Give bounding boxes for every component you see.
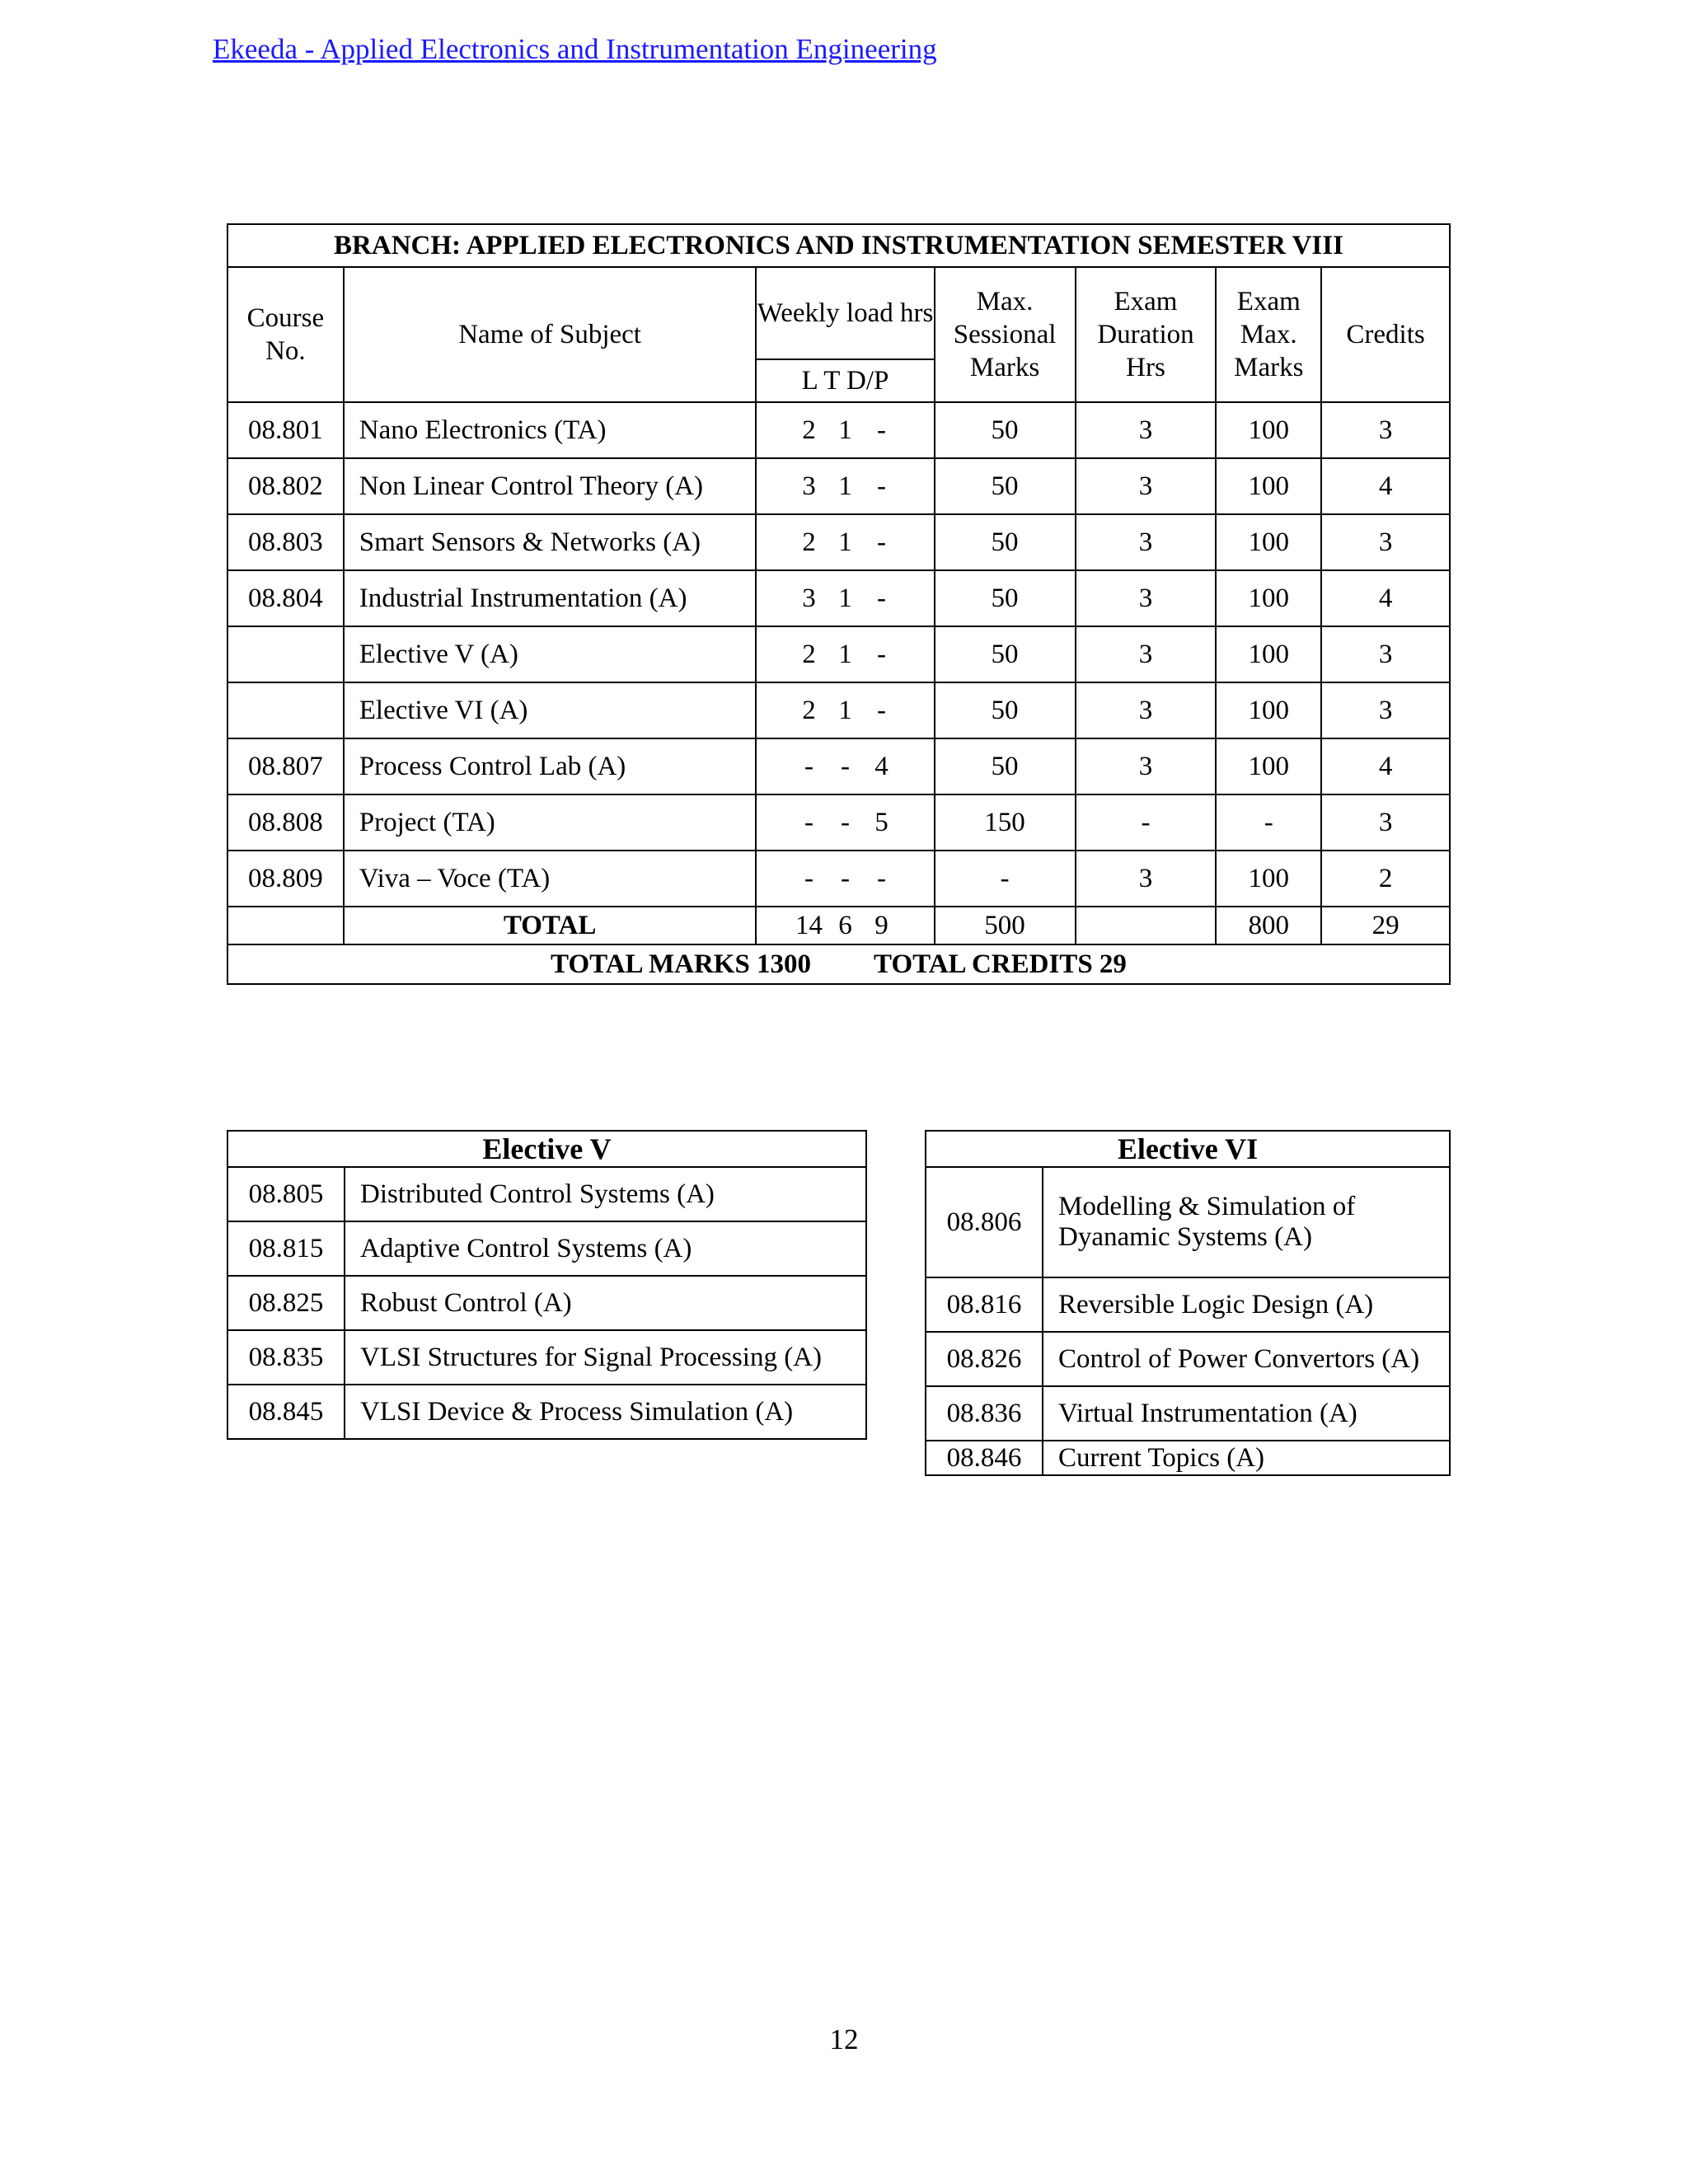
weekly-load: - - 4 — [756, 738, 934, 794]
credits: 4 — [1321, 738, 1450, 794]
elective-name: Distributed Control Systems (A) — [345, 1167, 866, 1221]
credits: 3 — [1321, 514, 1450, 570]
list-item — [926, 1167, 1450, 1277]
exam-duration: 3 — [1076, 514, 1217, 570]
list-item — [227, 1276, 866, 1330]
exam-duration: 3 — [1076, 402, 1217, 458]
exam-duration: 3 — [1076, 738, 1217, 794]
table-row — [227, 458, 1450, 514]
total-row — [227, 907, 1450, 944]
table-row — [227, 738, 1450, 794]
exam-max-marks: 100 — [1216, 570, 1321, 626]
table-row — [227, 570, 1450, 626]
sessional-marks: - — [935, 851, 1076, 907]
header-duration: Exam Duration Hrs — [1076, 267, 1217, 402]
page-number: 12 — [829, 2023, 859, 2055]
table-row — [227, 402, 1450, 458]
exam-max-marks: 100 — [1216, 402, 1321, 458]
sessional-marks: 50 — [935, 514, 1076, 570]
sessional-marks: 150 — [935, 794, 1076, 851]
exam-max-marks: 100 — [1216, 514, 1321, 570]
table-row — [227, 514, 1450, 570]
header-sessional: Max. Sessional Marks — [935, 267, 1076, 402]
weekly-load: 2 1 - — [756, 682, 934, 738]
subject-name: Project (TA) — [344, 794, 757, 851]
subject-name: Process Control Lab (A) — [344, 738, 757, 794]
list-item — [227, 1385, 866, 1439]
elective-name: Reversible Logic Design (A) — [1043, 1277, 1450, 1332]
total-ltp: 14 6 9 — [756, 907, 934, 944]
exam-duration: 3 — [1076, 458, 1217, 514]
elective-code: 08.845 — [227, 1385, 345, 1439]
header-weekly: Weekly load hrs — [756, 267, 934, 359]
table-row — [227, 851, 1450, 907]
total-sessional: 500 — [935, 907, 1076, 944]
subject-name: Nano Electronics (TA) — [344, 402, 757, 458]
sessional-marks: 50 — [935, 626, 1076, 682]
weekly-load: - - - — [756, 851, 934, 907]
list-item — [227, 1330, 866, 1385]
course-no: 08.807 — [227, 738, 344, 794]
course-no: 08.803 — [227, 514, 344, 570]
elective-name: Current Topics (A) — [1043, 1441, 1450, 1475]
elective-name: Virtual Instrumentation (A) — [1043, 1386, 1450, 1441]
summary-row — [227, 944, 1450, 984]
elective-code: 08.846 — [926, 1441, 1043, 1475]
list-item — [227, 1167, 866, 1221]
course-no: 08.804 — [227, 570, 344, 626]
sessional-marks: 50 — [935, 682, 1076, 738]
exam-duration: 3 — [1076, 570, 1217, 626]
total-marks: TOTAL MARKS 1300 — [551, 949, 812, 979]
weekly-load: 2 1 - — [756, 514, 934, 570]
credits: 4 — [1321, 458, 1450, 514]
exam-max-marks: 100 — [1216, 738, 1321, 794]
table-row — [227, 794, 1450, 851]
semester-table — [227, 223, 1451, 985]
elective-code: 08.805 — [227, 1167, 345, 1221]
exam-duration: 3 — [1076, 682, 1217, 738]
elective-code: 08.826 — [926, 1332, 1043, 1386]
exam-duration: 3 — [1076, 626, 1217, 682]
course-no: 08.801 — [227, 402, 344, 458]
credits: 4 — [1321, 570, 1450, 626]
elective-name: Adaptive Control Systems (A) — [345, 1221, 866, 1276]
elective-v-table — [227, 1130, 867, 1440]
header-exam-max: Exam Max. Marks — [1216, 267, 1321, 402]
total-duration — [1076, 907, 1217, 944]
header-course-no: Course No. — [227, 267, 344, 402]
course-no — [227, 626, 344, 682]
credits: 2 — [1321, 851, 1450, 907]
sessional-marks: 50 — [935, 570, 1076, 626]
exam-duration: - — [1076, 794, 1217, 851]
exam-max-marks: 100 — [1216, 682, 1321, 738]
exam-duration: 3 — [1076, 851, 1217, 907]
weekly-load: 3 1 - — [756, 570, 934, 626]
sessional-marks: 50 — [935, 402, 1076, 458]
total-credits-summary: TOTAL CREDITS 29 — [874, 949, 1127, 979]
elective-vi-table — [925, 1130, 1451, 1476]
credits: 3 — [1321, 682, 1450, 738]
subject-name: Elective VI (A) — [344, 682, 757, 738]
weekly-load: - - 5 — [756, 794, 934, 851]
total-credits: 29 — [1321, 907, 1450, 944]
elective-name: Robust Control (A) — [345, 1276, 866, 1330]
credits: 3 — [1321, 402, 1450, 458]
exam-max-marks: - — [1216, 794, 1321, 851]
elective-name: VLSI Structures for Signal Processing (A) — [345, 1330, 866, 1385]
table-title: BRANCH: APPLIED ELECTRONICS AND INSTRUMENTATION SEMESTER VIII — [227, 224, 1450, 267]
total-exam-max: 800 — [1216, 907, 1321, 944]
table-row — [227, 626, 1450, 682]
elective-vi-title: Elective VI — [926, 1131, 1450, 1167]
elective-code: 08.825 — [227, 1276, 345, 1330]
list-item — [926, 1386, 1450, 1441]
elective-code: 08.815 — [227, 1221, 345, 1276]
list-item — [926, 1277, 1450, 1332]
elective-name: Control of Power Convertors (A) — [1043, 1332, 1450, 1386]
elective-code: 08.835 — [227, 1330, 345, 1385]
subject-name: Viva – Voce (TA) — [344, 851, 757, 907]
header-link[interactable]: Ekeeda - Applied Electronics and Instrumentation Engineering — [213, 33, 937, 65]
subject-name: Industrial Instrumentation (A) — [344, 570, 757, 626]
course-no: 08.802 — [227, 458, 344, 514]
course-no: 08.808 — [227, 794, 344, 851]
elective-code: 08.836 — [926, 1386, 1043, 1441]
elective-code: 08.816 — [926, 1277, 1043, 1332]
table-row — [227, 682, 1450, 738]
weekly-load: 3 1 - — [756, 458, 934, 514]
credits: 3 — [1321, 794, 1450, 851]
list-item — [926, 1441, 1450, 1475]
weekly-load: 2 1 - — [756, 402, 934, 458]
subject-name: Smart Sensors & Networks (A) — [344, 514, 757, 570]
sessional-marks: 50 — [935, 738, 1076, 794]
exam-max-marks: 100 — [1216, 626, 1321, 682]
list-item — [227, 1221, 866, 1276]
course-no: 08.809 — [227, 851, 344, 907]
list-item — [926, 1332, 1450, 1386]
exam-max-marks: 100 — [1216, 458, 1321, 514]
total-label: TOTAL — [344, 907, 757, 944]
course-no — [227, 682, 344, 738]
header-credits: Credits — [1321, 267, 1450, 402]
header-ltp: L T D/P — [756, 359, 934, 402]
credits: 3 — [1321, 626, 1450, 682]
elective-code: 08.806 — [926, 1167, 1043, 1277]
subject-name: Non Linear Control Theory (A) — [344, 458, 757, 514]
subject-name: Elective V (A) — [344, 626, 757, 682]
elective-name: VLSI Device & Process Simulation (A) — [345, 1385, 866, 1439]
weekly-load: 2 1 - — [756, 626, 934, 682]
header-name: Name of Subject — [344, 267, 757, 402]
elective-v-title: Elective V — [227, 1131, 866, 1167]
sessional-marks: 50 — [935, 458, 1076, 514]
elective-name: Modelling & Simulation of Dyanamic Systems (A) — [1043, 1167, 1450, 1277]
exam-max-marks: 100 — [1216, 851, 1321, 907]
